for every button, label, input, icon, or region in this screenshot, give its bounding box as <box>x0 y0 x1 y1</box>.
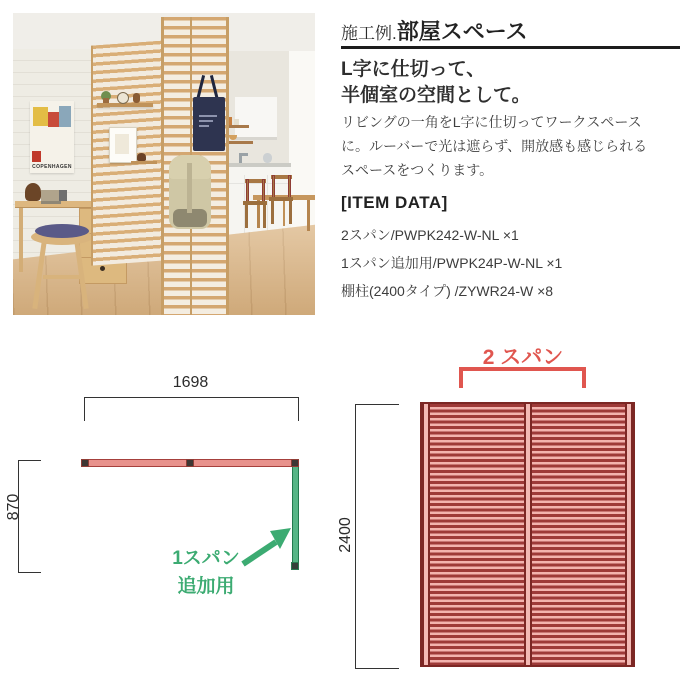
page-title-prefix: 施工例. <box>341 24 397 43</box>
desk-books <box>41 190 61 201</box>
tote-bag <box>193 97 225 151</box>
plan-post <box>291 562 299 570</box>
subheading <box>341 57 531 109</box>
backpack-strap <box>187 163 192 213</box>
kitchen-faucet-spout <box>239 153 248 156</box>
item-line: 2スパン/PWPK242-W-NL ×1 <box>341 227 519 243</box>
desk-leg <box>19 208 23 272</box>
title-divider <box>341 46 680 49</box>
plan-height-dimension: 870 <box>5 493 22 521</box>
item-line: 棚柱(2400タイプ) /ZYWR24-W ×8 <box>341 283 554 299</box>
poster-image-block <box>59 106 71 127</box>
poster-image-block <box>33 107 48 126</box>
bird-figurine <box>25 183 41 201</box>
page-title-main: 部屋スペース <box>396 19 528 44</box>
tote-print-line <box>199 120 213 122</box>
range-hood <box>235 97 277 140</box>
green-arrow-icon <box>240 528 292 568</box>
table-leg <box>283 200 285 226</box>
addition-span-label-line1: 1スパン <box>172 548 240 569</box>
panel-shelf-small <box>131 161 157 164</box>
kitchen-wall-shelf <box>225 141 253 144</box>
elevation-height-dimension-bracket <box>355 404 399 669</box>
bird-figurine-small <box>137 153 146 161</box>
subheading-line2: 半個室の空間として。 <box>341 85 531 106</box>
elevation-height-dimension: 2400 <box>337 517 354 553</box>
plan-width-dimension: 1698 <box>172 374 209 391</box>
panel-post-left <box>422 404 430 665</box>
tote-print-line <box>199 115 217 117</box>
two-span-label: 2 スパン <box>482 346 564 369</box>
window-light <box>289 51 315 233</box>
stool-cushion <box>35 224 89 238</box>
plant-pot <box>103 98 109 103</box>
room-photo <box>13 13 315 315</box>
chair-leg <box>263 205 266 228</box>
louver-panel-elevation <box>420 402 635 667</box>
panel-post-right <box>625 404 633 665</box>
plan-post <box>291 459 299 467</box>
plan-post <box>81 459 89 467</box>
chair-leg <box>289 201 292 224</box>
pen-cup <box>59 190 67 201</box>
subheading-line1: L字に仕切って、 <box>341 59 486 80</box>
shelf-jar <box>234 119 239 125</box>
figurine <box>133 93 140 103</box>
item-list <box>341 221 562 305</box>
backpack <box>169 155 211 229</box>
item-line: 1スパン追加用/PWPK24P-W-NL ×1 <box>341 255 563 271</box>
description-text: リビングの一角をL字に仕切ってワークスペースに。ルーバーで光は遮らず、開放感も感じられるスペースをつくります。 <box>341 114 648 178</box>
page-title <box>341 15 528 46</box>
poster-title: COPENHAGEN <box>32 164 72 170</box>
plan-post <box>186 459 194 467</box>
poster-image-block <box>32 151 41 162</box>
two-span-bracket <box>459 367 586 388</box>
item-data-heading: [ITEM DATA] <box>341 193 448 212</box>
table-leg <box>307 200 310 231</box>
chair-leg <box>245 205 248 228</box>
panel-post-middle <box>524 404 532 665</box>
wall-poster <box>30 101 74 173</box>
picture-frame <box>109 127 137 163</box>
addition-span-label-line2: 追加用 <box>177 576 235 597</box>
tote-print-line <box>199 125 209 127</box>
kettle <box>263 153 272 163</box>
plan-width-dimension-bracket <box>84 397 299 421</box>
plan-addition-span-bar <box>292 466 299 564</box>
stool-rail <box>43 275 83 279</box>
cabinet-drawer-line <box>221 183 291 184</box>
chair-leg <box>271 201 274 224</box>
picture-art <box>115 134 129 154</box>
drawer-knob <box>100 266 105 271</box>
clock <box>117 92 129 104</box>
